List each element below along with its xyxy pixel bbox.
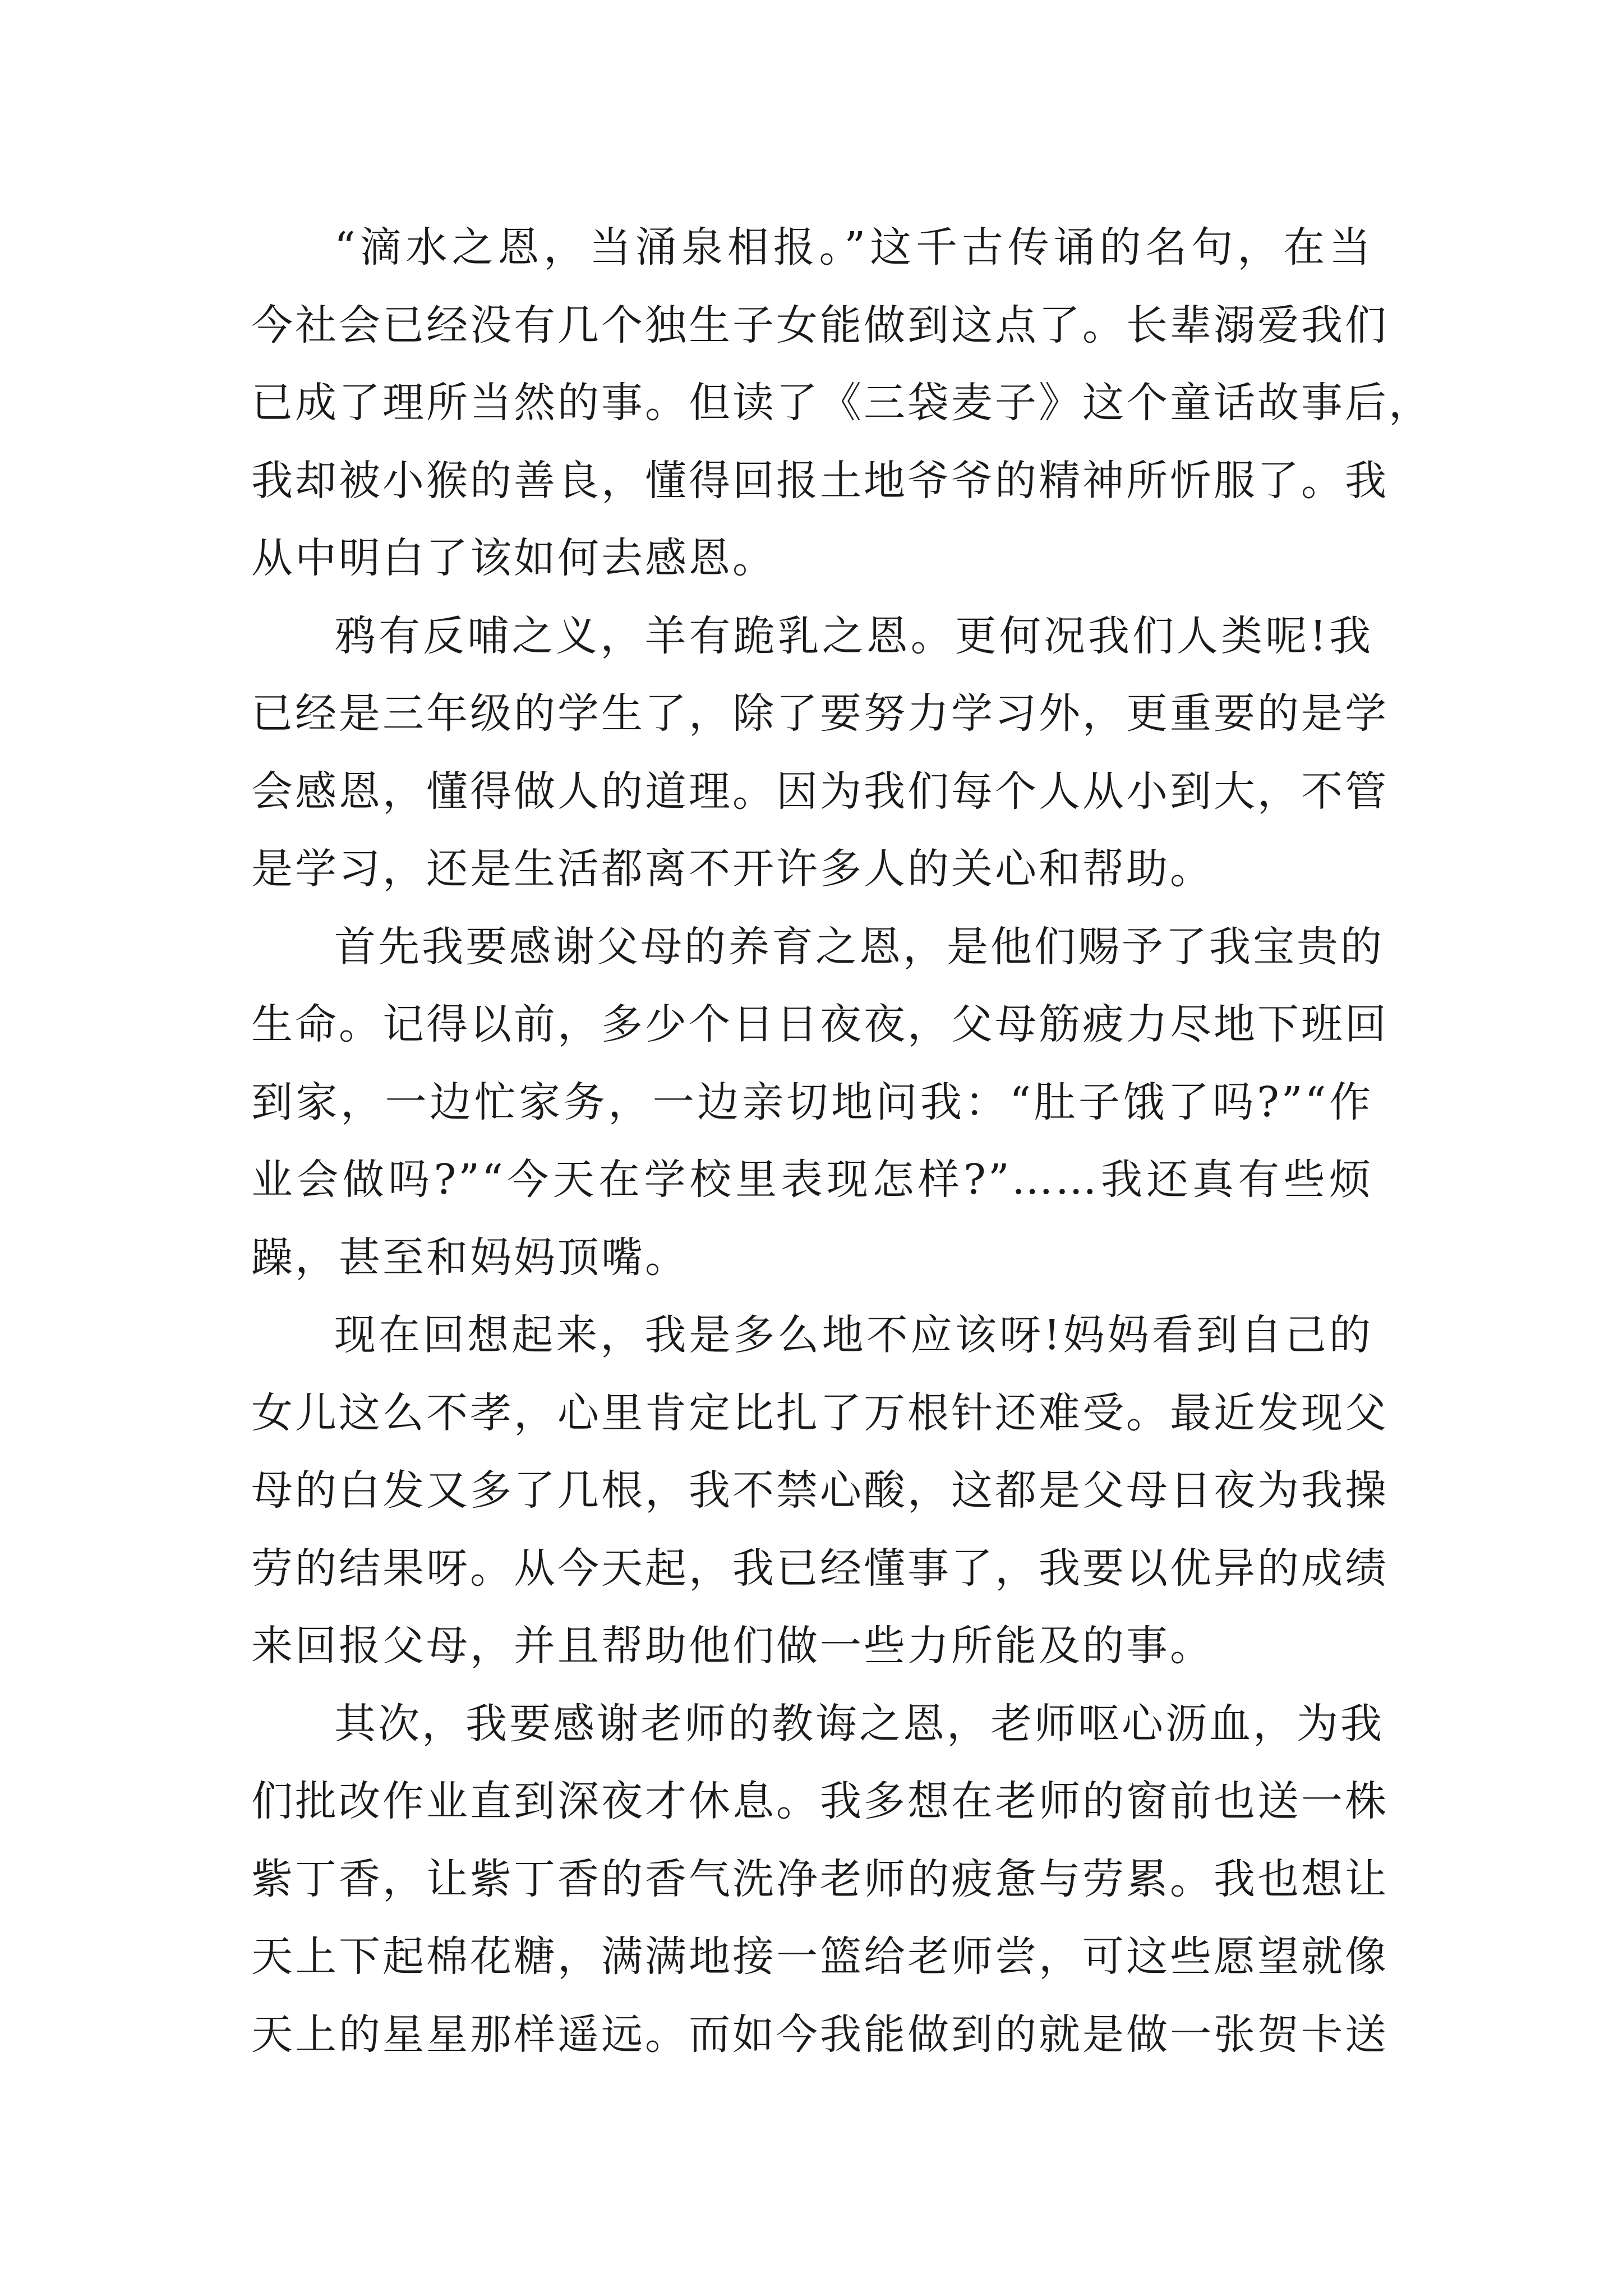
text-line: 躁，甚至和妈妈顶嘴。 bbox=[251, 1233, 689, 1282]
text-line: 生命。记得以前，多少个日日夜夜，父母筋疲力尽地下班回 bbox=[251, 1000, 1389, 1048]
text-line: 紫丁香，让紫丁香的香气洗净老师的疲惫与劳累。我也想让 bbox=[251, 1855, 1389, 1903]
text-line: “滴水之恩，当涌泉相报。”这千古传诵的名句，在当 bbox=[334, 223, 1373, 272]
text-line: 鸦有反哺之义，羊有跪乳之恩。更何况我们人类呢!我 bbox=[334, 611, 1373, 660]
text-line: 劳的结果呀。从今天起，我已经懂事了，我要以优异的成绩 bbox=[251, 1544, 1389, 1593]
text-line: 到家，一边忙家务，一边亲切地问我：“肚子饿了吗?”“作 bbox=[251, 1078, 1373, 1126]
text-line: 现在回想起来，我是多么地不应该呀!妈妈看到自己的 bbox=[334, 1311, 1373, 1359]
text-line: 首先我要感谢父母的养育之恩，是他们赐予了我宝贵的 bbox=[334, 922, 1384, 971]
text-line: 母的白发又多了几根，我不禁心酸，这都是父母日夜为我操 bbox=[251, 1466, 1389, 1515]
text-line: 女儿这么不孝，心里肯定比扎了万根针还难受。最近发现父 bbox=[251, 1388, 1389, 1437]
text-line: 会感恩，懂得做人的道理。因为我们每个人从小到大，不管 bbox=[251, 767, 1389, 816]
text-line: 来回报父母，并且帮助他们做一些力所能及的事。 bbox=[251, 1622, 1214, 1670]
text-line: 已成了理所当然的事。但读了《三袋麦子》这个童话故事后， bbox=[251, 379, 1432, 427]
text-line: 我却被小猴的善良，懂得回报土地爷爷的精神所忻服了。我 bbox=[251, 456, 1389, 505]
text-line: 天上下起棉花糖，满满地接一篮给老师尝，可这些愿望就像 bbox=[251, 1932, 1389, 1981]
text-line: 其次，我要感谢老师的教诲之恩，老师呕心沥血，为我 bbox=[334, 1699, 1384, 1748]
text-line: 已经是三年级的学生了，除了要努力学习外，更重要的是学 bbox=[251, 689, 1389, 738]
text-line: 天上的星星那样遥远。而如今我能做到的就是做一张贺卡送 bbox=[251, 2010, 1389, 2059]
text-line: 从中明白了该如何去感恩。 bbox=[251, 534, 776, 582]
text-line: 们批改作业直到深夜才休息。我多想在老师的窗前也送一株 bbox=[251, 1777, 1389, 1825]
essay-body bbox=[251, 209, 1432, 2073]
text-line: 今社会已经没有几个独生子女能做到这点了。长辈溺爱我们 bbox=[251, 301, 1389, 349]
text-line: 是学习，还是生活都离不开许多人的关心和帮助。 bbox=[251, 845, 1214, 893]
text-line: 业会做吗?”“今天在学校里表现怎样?”……我还真有些烦 bbox=[251, 1156, 1373, 1204]
